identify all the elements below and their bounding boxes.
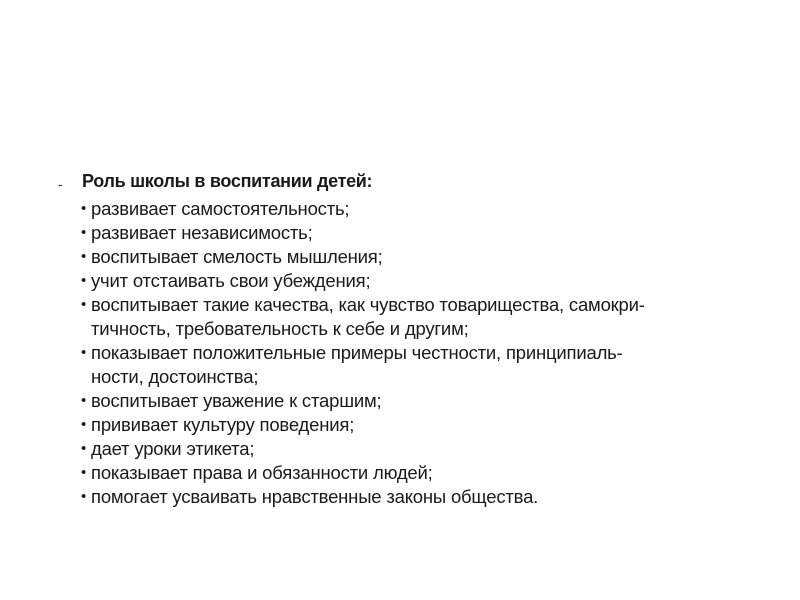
bullet-icon: •: [81, 296, 87, 313]
bullet-icon: •: [81, 416, 87, 433]
list-item: [58, 389, 748, 413]
list-item: [58, 413, 748, 437]
list-item: [58, 221, 748, 245]
list-item: [58, 293, 748, 341]
bullet-icon: •: [81, 344, 87, 361]
list-item-text: воспитывает смелость мышления;: [91, 246, 383, 267]
list-item-text: воспитывает такие качества, как чувство товарищества, самокри-: [91, 294, 645, 315]
list-item-text: развивает самостоятельность;: [91, 198, 350, 219]
list-item-text: воспитывает уважение к старшим;: [91, 390, 382, 411]
list-item: [58, 245, 748, 269]
bullet-icon: •: [81, 392, 87, 409]
list-item-text: дает уроки этикета;: [91, 438, 255, 459]
bullet-icon: •: [81, 440, 87, 457]
list-item-text: помогает усваивать нравственные законы общества.: [91, 486, 539, 507]
list-item-text: показывает положительные примеры честности, принципиаль-: [91, 342, 623, 363]
list-item: [58, 197, 748, 221]
list-item-text: показывает права и обязанности людей;: [91, 462, 433, 483]
bullet-icon: •: [81, 224, 87, 241]
bullet-icon: •: [81, 272, 87, 289]
list-item-text: ности, достоинства;: [91, 366, 259, 387]
document-block: [58, 171, 748, 509]
title-dash-mark: -: [58, 176, 63, 192]
list-item: [58, 341, 748, 389]
document-title: Роль школы в воспитании детей:: [82, 171, 373, 191]
title-row: [58, 171, 748, 197]
list-item-text: тичность, требовательность к себе и другим;: [91, 318, 469, 339]
list-item-text: прививает культуру поведения;: [91, 414, 355, 435]
list-item: [58, 437, 748, 461]
bullet-icon: •: [81, 248, 87, 265]
list-item: [58, 269, 748, 293]
list-item-text: развивает независимость;: [91, 222, 313, 243]
bullet-list: [58, 197, 748, 509]
list-item: [58, 461, 748, 485]
bullet-icon: •: [81, 200, 87, 217]
bullet-icon: •: [81, 488, 87, 505]
list-item-text: учит отстаивать свои убеждения;: [91, 270, 371, 291]
list-item: [58, 485, 748, 509]
bullet-icon: •: [81, 464, 87, 481]
